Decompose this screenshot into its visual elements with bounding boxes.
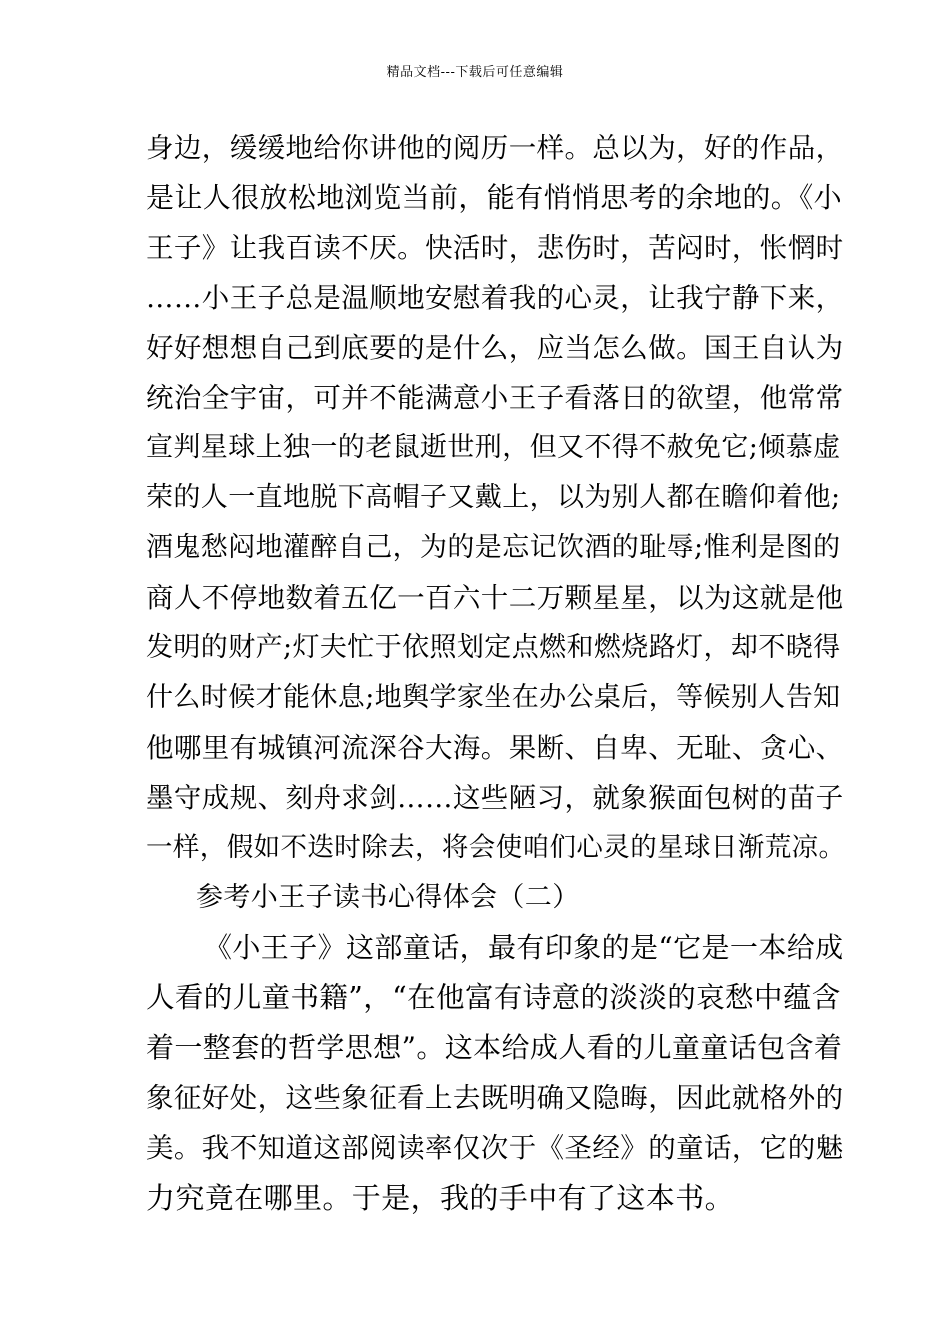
- text-line: 象征好处，这些象征看上去既明确又隐晦，因此就格外的: [146, 1082, 844, 1114]
- text-line: 发明的财产;灯夫忙于依照划定点燃和燃烧路灯，却不晓得: [146, 632, 841, 663]
- section-heading: 参考小王子读书心得体会（二）: [196, 882, 580, 913]
- text-line: 好好想想自己到底要的是什么，应当怎么做。国王自认为: [146, 332, 844, 364]
- text-line: 统治全宇宙，可并不能满意小王子看落日的欲望，他常常: [146, 382, 844, 414]
- text-line: ……小王子总是温顺地安慰着我的心灵，让我宁静下来，: [146, 282, 844, 314]
- text-line: 王子》让我百读不厌。快活时，悲伤时，苦闷时，怅惘时: [146, 232, 844, 264]
- text-line: 酒鬼愁闷地灌醉自己，为的是忘记饮酒的耻辱;惟利是图的: [146, 532, 841, 563]
- text-line: 一样，假如不迭时除去，将会使咱们心灵的星球日渐荒凉。: [146, 832, 846, 863]
- text-line: 美。我不知道这部阅读率仅次于《圣经》的童话，它的魅: [146, 1132, 844, 1164]
- text-line: 宣判星球上独一的老鼠逝世刑，但又不得不赦免它;倾慕虚: [146, 432, 841, 463]
- text-line: 人看的儿童书籍”，“在他富有诗意的淡淡的哀愁中蕴含: [146, 981, 841, 1014]
- text-line: 着一整套的哲学思想”。这本给成人看的儿童童话包含着: [146, 1031, 843, 1064]
- text-line: 是让人很放松地浏览当前，能有悄悄思考的余地的。《小: [146, 181, 843, 214]
- text-line: 荣的人一直地脱下高帽子又戴上，以为别人都在瞻仰着他;: [146, 482, 841, 513]
- page-header: 精品文档---下载后可任意编辑: [386, 65, 564, 80]
- text-line: 墨守成规、刻舟求剑……这些陋习，就象猴面包树的苗子: [146, 782, 844, 814]
- text-line: 力究竟在哪里。于是，我的手中有了这本书。: [146, 1181, 735, 1215]
- text-line: 他哪里有城镇河流深谷大海。果断、自卑、无耻、贪心、: [146, 732, 844, 764]
- text-line: 身边，缓缓地给你讲他的阅历一样。总以为，好的作品，: [146, 132, 844, 164]
- text-line: 商人不停地数着五亿一百六十二万颗星星，以为这就是他: [146, 582, 844, 614]
- text-line: 什么时候才能休息;地舆学家坐在办公桌后，等候别人告知: [146, 682, 841, 713]
- body-text: [146, 128, 846, 1228]
- text-line: 《小王子》这部童话，最有印象的是“它是一本给成: [204, 931, 844, 964]
